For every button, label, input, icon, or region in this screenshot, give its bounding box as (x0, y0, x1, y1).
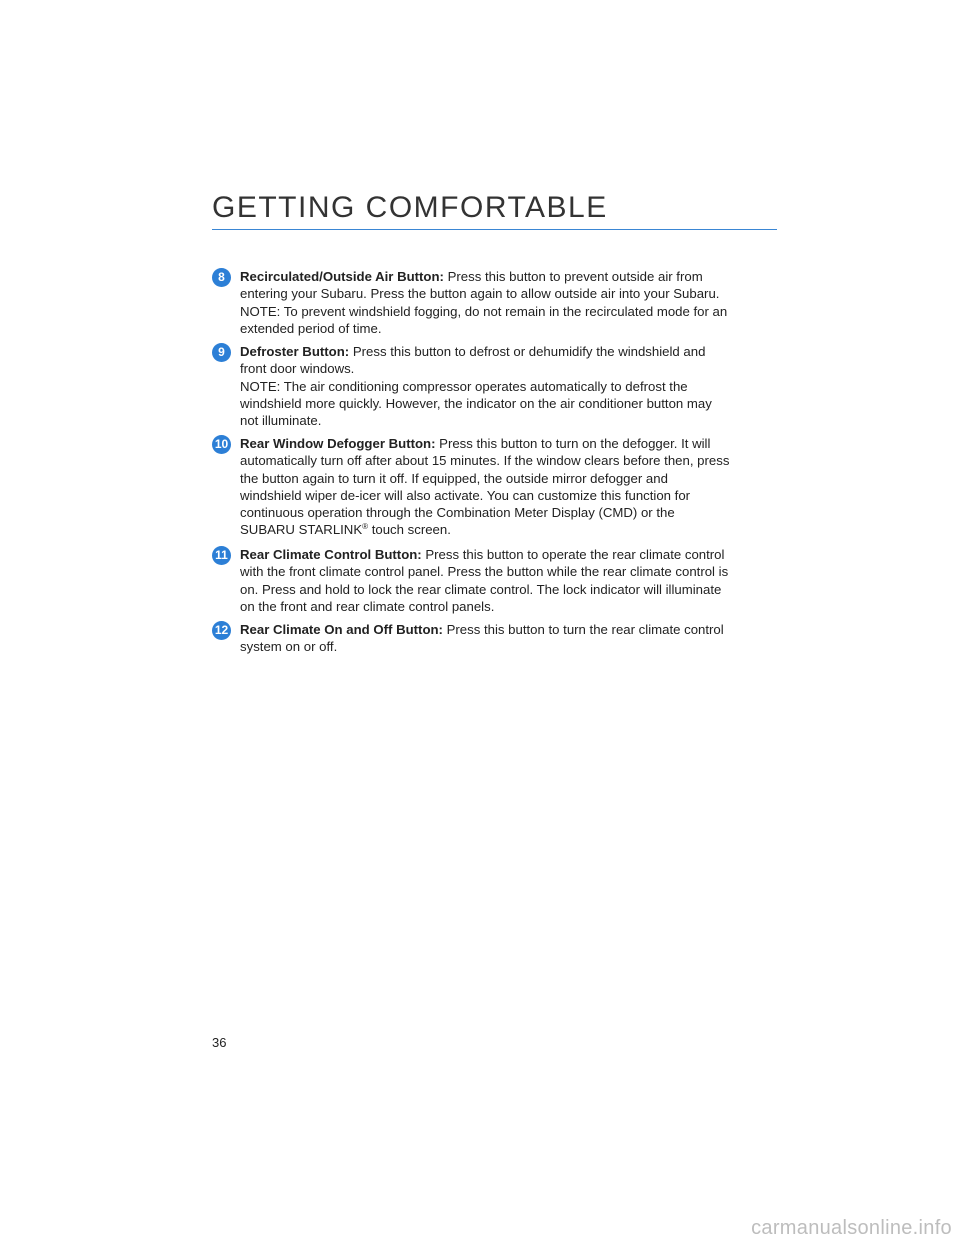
item-heading: Rear Climate On and Off Button: (240, 622, 443, 637)
item-text: Press this button to defrost or dehumidify the windshield and front door windows. (240, 344, 706, 377)
item-text-end: touch screen. (368, 522, 451, 538)
item-heading: Rear Climate Control Button: (240, 547, 422, 562)
item-body (240, 435, 730, 539)
item-note: NOTE: The air conditioning compressor operates automatically to defrost the windshield more quickly. However, the indicator on the air conditioner button may not illuminate. (240, 378, 712, 429)
item-note: NOTE: To prevent windshield fogging, do not remain in the recirculated mode for an extended period of time. (240, 303, 728, 336)
item-heading: Rear Window Defogger Button: (240, 436, 436, 451)
item-body (240, 621, 730, 656)
item-number-badge: 11 (212, 546, 231, 565)
page-number: 36 (212, 1035, 227, 1050)
item-text: Press this button to turn the rear climate control system on or off. (240, 622, 724, 655)
item-number-badge: 9 (212, 343, 231, 362)
item-heading: Recirculated/Outside Air Button: (240, 269, 444, 284)
section-title: GETTING COMFORTABLE (212, 191, 608, 224)
title-divider (212, 229, 777, 230)
item-number-badge: 10 (212, 435, 231, 454)
item-body (240, 268, 730, 337)
item-body (240, 343, 730, 429)
item-text: Press this button to prevent outside air from entering your Subaru. Press the button again to allow outside air into your Subaru. (240, 269, 720, 302)
item-heading: Defroster Button: (240, 344, 350, 359)
item-body (240, 546, 730, 615)
item-text: Press this button to turn on the defogger. It will automatically turn off after about 15 minutes. If the window clears before then, press the button again to turn it off. If equipped, the outside mirror defogger and windshield wiper de-icer will also activate. You can customize this function for continuous operation through the Combination Meter Display (CMD) or the SUBARU STARLINK (240, 436, 730, 538)
item-text: Press this button to operate the rear climate control with the front climate control panel. Press the button while the rear climate control is on. Press and hold to lock the rear climate control. The lock indicator will illuminate on the front and rear climate control panels. (240, 547, 729, 614)
site-watermark: carmanualsonline.info (751, 1217, 952, 1239)
item-number-badge: 12 (212, 621, 231, 640)
item-number-badge: 8 (212, 268, 231, 287)
registered-mark: ® (362, 522, 369, 532)
